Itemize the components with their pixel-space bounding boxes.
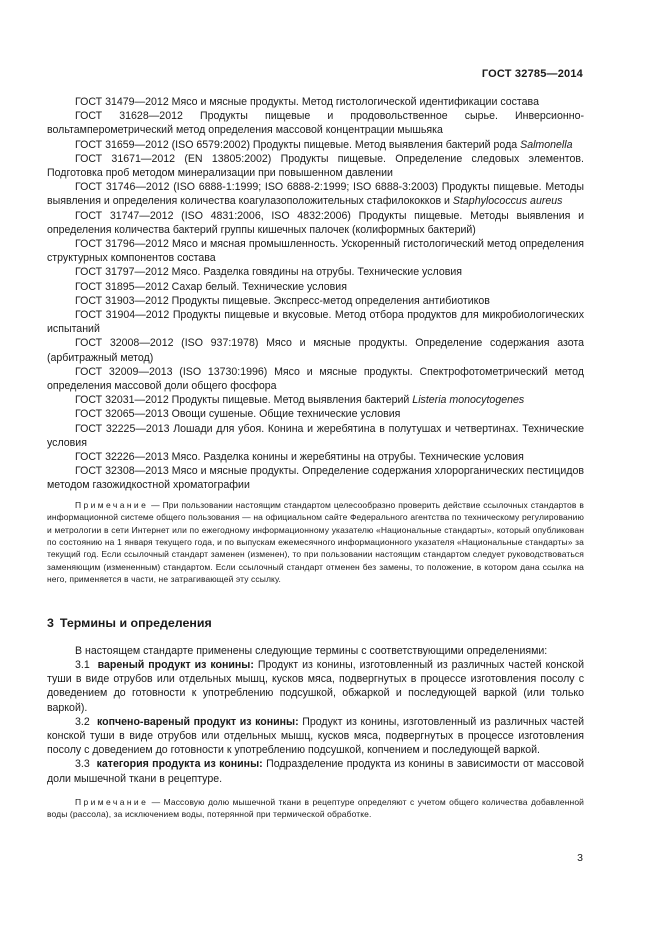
reference-item: ГОСТ 31797—2012 Мясо. Разделка говядины на отрубы. Технические условия [75, 266, 463, 279]
section-title: Термины и определения [59, 615, 212, 630]
section-number: 3 [47, 615, 54, 630]
reference-item: ГОСТ 32031—2012 Продукты пищевые. Метод выявления бактерий Listeria monocytogenes [75, 394, 525, 407]
term-definition: 3.2 копчено-вареный продукт из конины: Продукт из конины, изготовленный из различных частей конской туши в виде отрубов или отдельных мышц, кусков мяса, подвергнутых в процессе изготовления посолу с доведением до готовности к употреблению подсушкой, копчением и последующей варкой. [47, 715, 585, 757]
term-name: копчено-вареный продукт из конины: [96, 715, 299, 728]
reference-item: ГОСТ 32226—2013 Мясо. Разделка конины и жеребятины на отрубы. Технические условия [75, 451, 524, 464]
reference-item: ГОСТ 31659—2012 (ISO 6579:2002) Продукты пищевые. Метод выявления бактерий рода Salmonella [75, 138, 573, 151]
reference-item: ГОСТ 31903—2012 Продукты пищевые. Экспресс-метод определения антибиотиков [75, 294, 490, 307]
note-label: Примечание [75, 796, 149, 807]
section-heading [47, 616, 584, 630]
document-code: ГОСТ 32785—2014 [481, 68, 583, 80]
reference-item: ГОСТ 32308—2013 Мясо и мясные продукты. Определение содержания хлорорганических пестицидов методом газожидкостной хроматографии [47, 465, 584, 492]
term-definition: 3.3 категория продукта из конины: Подразделение продукта из конины в зависимости от массовой доли мышечной ткани в рецептуре. [47, 758, 584, 785]
reference-item: ГОСТ 32008—2012 (ISO 937:1978) Мясо и мясные продукты. Определение содержания азота (арбитражный метод) [47, 337, 584, 364]
reference-item: ГОСТ 32065—2013 Овощи сушеные. Общие технические условия [75, 408, 401, 421]
reference-item: ГОСТ 32009—2013 (ISO 13730:1996) Мясо и мясные продукты. Спектрофотометрический метод определения массовой доли общего фосфора [47, 365, 584, 393]
page-content [47, 95, 584, 821]
reference-item: ГОСТ 31479—2012 Мясо и мясные продукты. Метод гистологической идентификации состава [75, 96, 539, 108]
note-label: Примечание [75, 499, 149, 510]
reference-item: ГОСТ 32225—2013 Лошади для убоя. Конина и жеребятина в полутушах и четвертинах. Технические условия [47, 422, 584, 449]
reference-item: ГОСТ 31628—2012 Продукты пищевые и продовольственное сырье. Инверсионно-вольтамперометрический метод определения массовой концентрации мышьяка [47, 110, 584, 137]
term-definition: 3.1 вареный продукт из конины: Продукт из конины, изготовленный из различных частей конской туши в виде отрубов или отдельных мышц, кусков мяса, подвергнутых в процессе изготовления посолу с доведением до готовности к употреблению подсушкой, обжаркой и последующей варкой (или только варкой). [47, 658, 584, 714]
note-text: — Массовую долю мышечной ткани в рецептуре определяют с учетом общего количества добавленной воды (рассола), за исключением воды, потерянной при термической обработке. [47, 796, 584, 820]
term-name: категория продукта из конины: [96, 758, 263, 771]
reference-item: ГОСТ 31904—2012 Продукты пищевые и вкусовые. Метод отбора продуктов для микробиологических испытаний [47, 309, 584, 336]
section-intro: В настоящем стандарте применены следующие термины с соответствующими определениями: [75, 644, 548, 657]
reference-item: ГОСТ 31895—2012 Сахар белый. Технические условия [75, 280, 347, 293]
references-note [47, 499, 584, 586]
note-text: — При пользовании настоящим стандартом целесообразно проверить действие ссылочных стандартов в информационной системе общего пользования — на официальном сайте Федерального агентства по техническому регулированию и метрологии в сети Интернет или по ежегодному информационному указателю «Национальные стандарты», который опубликован по состоянию на 1 января текущего года, и по выпускам ежемесячного информационного указателя «Национальные стандарты» за текущий год. Если ссылочный стандарт заменен (изменен), то при пользовании настоящим стандартом следует руководствоваться заменяющим (измененным) стандартом. Если ссылочный стандарт отменен без замены, то положение, в котором дана ссылка на него, применяется в части, не затрагивающей эту ссылку. [47, 499, 584, 585]
reference-item: ГОСТ 31671—2012 (EN 13805:2002) Продукты пищевые. Определение следовых элементов. Подготовка проб методом минерализации при повышенном давлении [47, 152, 584, 180]
reference-item: ГОСТ 31796—2012 Мясо и мясная промышленность. Ускоренный гистологический метод определения структурных компонентов состава [47, 238, 584, 265]
page-number: 3 [577, 852, 583, 864]
normative-references-list [47, 95, 584, 493]
term-name: вареный продукт из конины: [97, 658, 254, 671]
term-note [47, 796, 584, 821]
reference-item: ГОСТ 31747—2012 (ISO 4831:2006, ISO 4832:2006) Продукты пищевые. Методы выявления и определения количества бактерий группы кишечных палочек (колиформных бактерий) [47, 209, 584, 236]
reference-item: ГОСТ 31746—2012 (ISO 6888-1:1999; ISO 6888-2:1999; ISO 6888-3:2003) Продукты пищевые. Методы выявления и определения количества коагулазоположительных стафилококков и Staphylococcus aureus [47, 181, 584, 208]
